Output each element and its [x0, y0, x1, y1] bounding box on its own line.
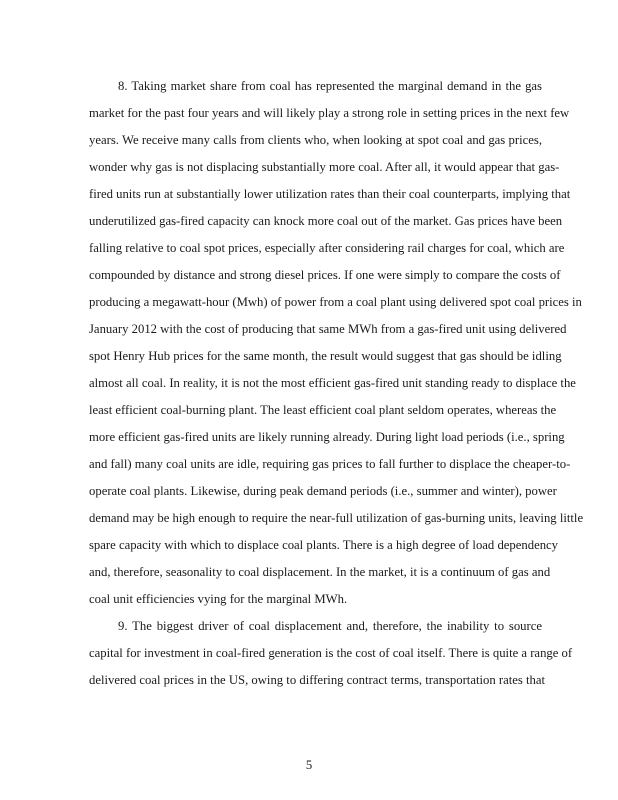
paragraph-8-line-10: January 2012 with the cost of producing that same MWh from a gas-fired unit using delivered [89, 322, 567, 336]
paragraph-8-line-16: operate coal plants. Likewise, during peak demand periods (i.e., summer and winter), power [89, 484, 557, 498]
paragraph-8-line-12: almost all coal. In reality, it is not the most efficient gas-fired unit standing ready to displace the [89, 376, 576, 390]
paragraph-8-line-9: producing a megawatt-hour (Mwh) of power from a coal plant using delivered spot coal prices in [89, 295, 582, 309]
paragraph-8-line-13: least efficient coal-burning plant. The least efficient coal plant seldom operates, whereas the [89, 403, 557, 417]
paragraph-8-line-14: more efficient gas-fired units are likely running already. During light load periods (i.e., spring [89, 430, 565, 444]
paragraph-8-line-1: 8. Taking market share from coal has represented the marginal demand in the gas [118, 79, 542, 93]
paragraph-8-line-19: and, therefore, seasonality to coal displacement. In the market, it is a continuum of gas and [89, 565, 551, 579]
paragraph-8-line-2: market for the past four years and will likely play a strong role in setting prices in the next few [89, 106, 570, 120]
paragraph-8-line-3: years. We receive many calls from clients who, when looking at spot coal and gas prices, [89, 133, 542, 147]
paragraph-8-line-8: compounded by distance and strong diesel prices. If one were simply to compare the costs of [89, 268, 561, 282]
paragraph-8-line-6: underutilized gas-fired capacity can knock more coal out of the market. Gas prices have been [89, 214, 563, 228]
paragraph-8-line-20: coal unit efficiencies vying for the marginal MWh. [89, 592, 348, 606]
paragraph-9-line-2: capital for investment in coal-fired generation is the cost of coal itself. There is quite a range of [89, 646, 573, 660]
paragraph-8-line-17: demand may be high enough to require the near-full utilization of gas-burning units, leaving little [89, 511, 584, 525]
paragraph-8-line-4: wonder why gas is not displacing substantially more coal. After all, it would appear that gas- [89, 160, 560, 174]
paragraph-8-line-11: spot Henry Hub prices for the same month, the result would suggest that gas should be idling [89, 349, 562, 363]
paragraph-8-line-15: and fall) many coal units are idle, requiring gas prices to fall further to displace the cheaper-to- [89, 457, 571, 471]
paragraph-8-line-5: fired units run at substantially lower utilization rates than their coal counterparts, implying that [89, 187, 571, 201]
paragraph-8-line-18: spare capacity with which to displace coal plants. There is a high degree of load dependency [89, 538, 559, 552]
page-number: 5 [305, 758, 313, 772]
paragraph-8-line-7: falling relative to coal spot prices, especially after considering rail charges for coal, which are [89, 241, 565, 255]
paragraph-9-line-3: delivered coal prices in the US, owing to differing contract terms, transportation rates that [89, 673, 546, 687]
paragraph-9-line-1: 9. The biggest driver of coal displacement and, therefore, the inability to source [118, 619, 542, 633]
